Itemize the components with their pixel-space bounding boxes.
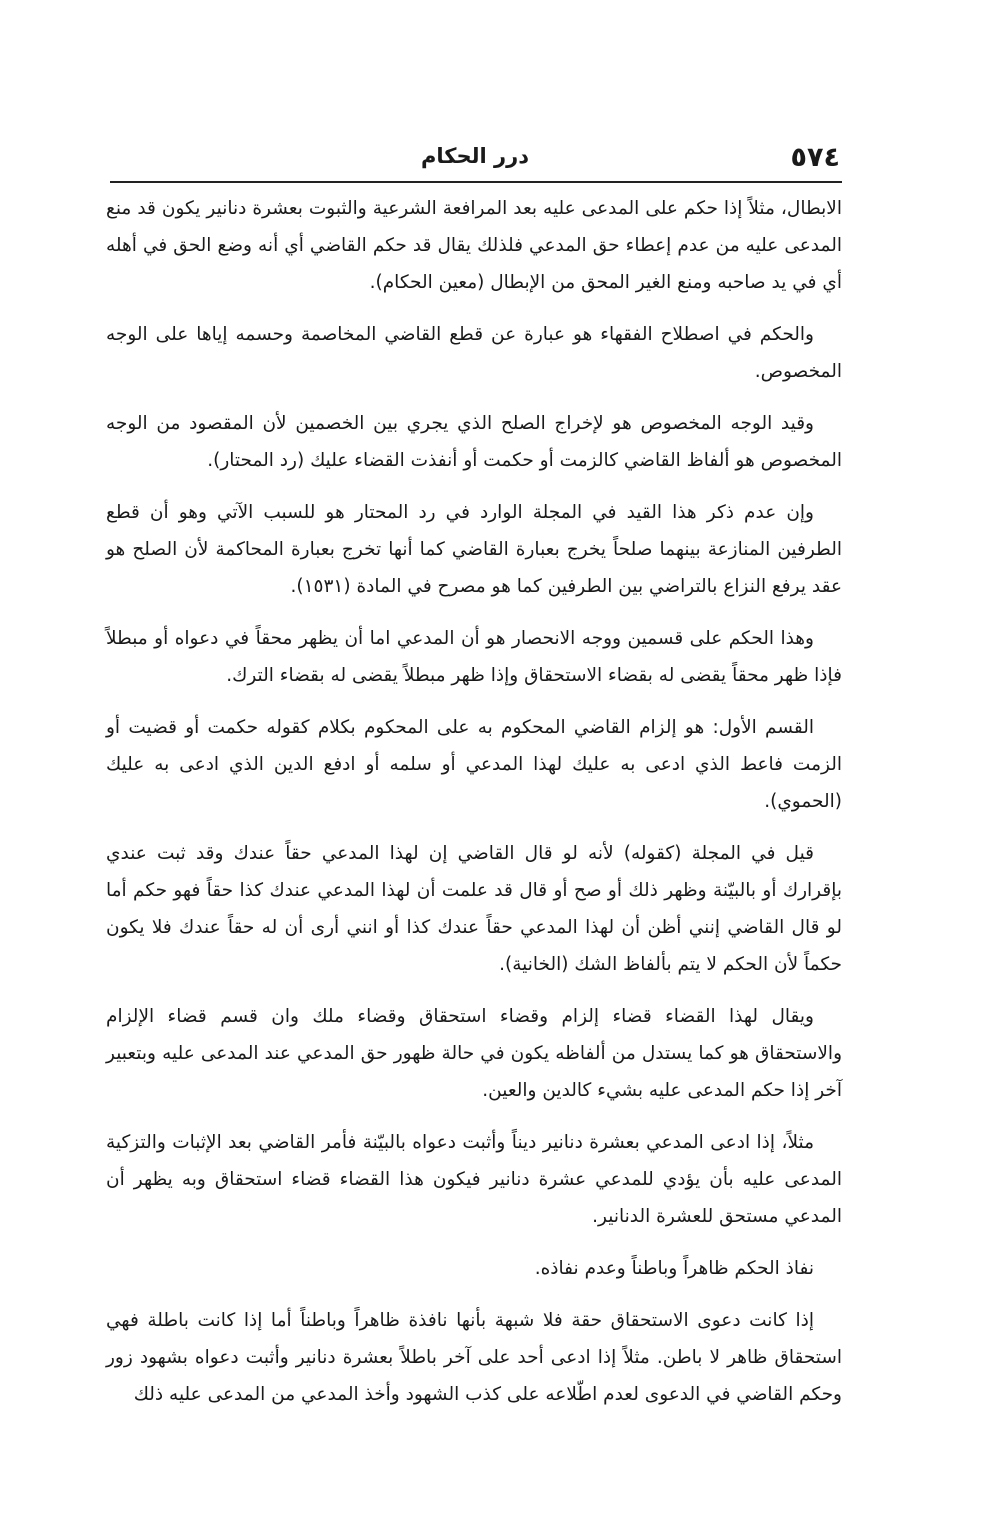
paragraph-10: نفاذ الحكم ظاهراً وباطناً وعدم نفاذه.: [534, 1258, 814, 1279]
paragraph-6: القسم الأول: هو إلزام القاضي المحكوم به على المحكوم بكلام كقوله حكمت أو قضيت أو الزمت فاعط الذي ادعى به عليك لهذا المدعي أو سلمه أو ادفع الدين الذي ادعى به عليك (الحموي).: [106, 717, 842, 812]
paragraph-7: قيل في المجلة (كقوله) لأنه لو قال القاضي إن لهذا المدعي حقاً عندك وقد ثبت عندي بإقرارك أو بالبيّنة وظهر ذلك أو صح أو قال قد علمت أن لهذا المدعي عندك كذا حقاً فهو حكم أما لو قال القاضي إنني أظن أن لهذا المدعي حقاً عندك كذا أو انني أرى أن له حقاً عندك فلا يكون حكماً لأن الحكم لا يتم بألفاظ الشك (الخانية).: [106, 843, 842, 975]
paragraph-2: والحكم في اصطلاح الفقهاء هو عبارة عن قطع القاضي المخاصمة وحسمه إياها على الوجه المخصوص.: [106, 324, 842, 382]
paragraph-9: مثلاً، إذا ادعى المدعي بعشرة دنانير ديناً وأثبت دعواه بالبيّنة فأمر القاضي بعد الإثبات والتزكية المدعى عليه بأن يؤدي للمدعي عشرة دنانير فيكون هذا القضاء قضاء استحقاق وبه يظهر أن المدعي مستحق للعشرة الدنانير.: [106, 1132, 842, 1227]
paragraph-8: ويقال لهذا القضاء قضاء إلزام وقضاء استحقاق وقضاء ملك وان قسم قضاء الإلزام والاستحقاق هو كما يستدل من ألفاظه يكون في حالة ظهور حق المدعي عند المدعى عليه وبتعبير آخر إذا حكم المدعى عليه بشيء كالدين والعين.: [106, 1006, 842, 1101]
paragraph-1: الابطال، مثلاً إذا حكم على المدعى عليه بعد المرافعة الشرعية والثبوت بعشرة دنانير يكون قد منع المدعى عليه من عدم إعطاء حق المدعي فلذلك يقال قد حكم القاضي أي أنه وضع الحق في أهله أي في يد صاحبه ومنع الغير المحق من الإبطال (معين الحكام).: [106, 198, 842, 293]
body-text: [106, 190, 842, 1428]
paragraph-4: وإن عدم ذكر هذا القيد في المجلة الوارد في رد المحتار هو للسبب الآتي وهو أن قطع الطرفين المنازعة بينهما صلحاً يخرج بعبارة القاضي كما أنها تخرج بعبارة المحاكمة لأن الصلح هو عقد يرفع النزاع بالتراضي بين الطرفين كما هو مصرح في المادة (١٥٣١).: [106, 502, 842, 597]
page-header: [110, 142, 840, 178]
paragraph-11: إذا كانت دعوى الاستحقاق حقة فلا شبهة بأنها نافذة ظاهراً وباطناً أما إذا كانت باطلة فهي استحقاق ظاهر لا باطن. مثلاً إذا ادعى أحد على آخر باطلاً بعشرة دنانير وأثبت دعواه بشهود زور وحكم القاضي في الدعوى لعدم اطّلاعه على كذب الشهود وأخذ المدعي من المدعى عليه ذلك: [106, 1310, 842, 1405]
page-number: ٥٧٤: [790, 142, 840, 173]
paragraph-5: وهذا الحكم على قسمين ووجه الانحصار هو أن المدعي اما أن يظهر محقاً في دعواه أو مبطلاً فإذا ظهر محقاً يقضى له بقضاء الاستحقاق وإذا ظهر مبطلاً يقضى له بقضاء الترك.: [106, 628, 842, 686]
paragraph-3: وقيد الوجه المخصوص هو لإخراج الصلح الذي يجري بين الخصمين لأن المقصود من الوجه المخصوص هو ألفاظ القاضي كالزمت أو حكمت أو أنفذت القضاء عليك (رد المحتار).: [106, 413, 842, 471]
header-rule: [110, 181, 842, 183]
running-title: درر الحكام: [421, 144, 529, 168]
